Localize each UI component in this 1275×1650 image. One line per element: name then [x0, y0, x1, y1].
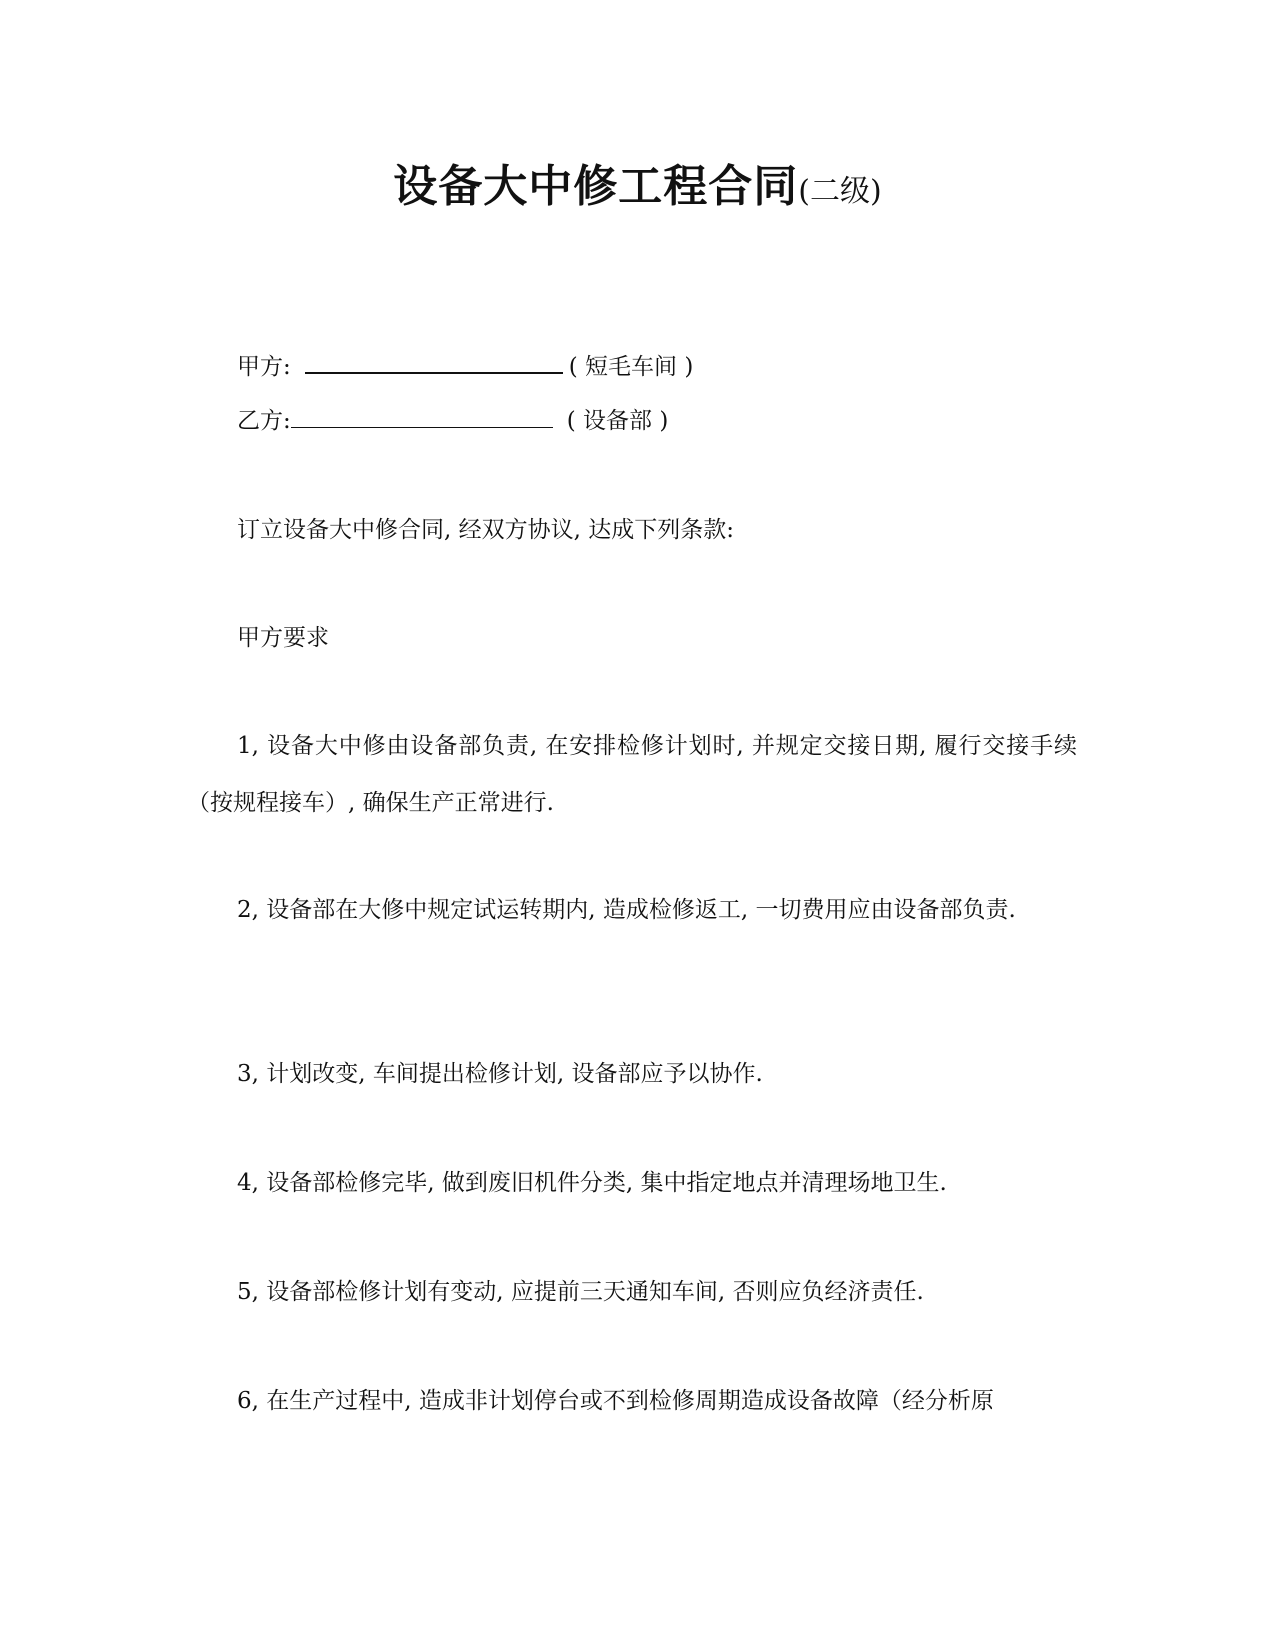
party-b-label: 乙方: — [237, 408, 291, 434]
party-a-note: ( 短毛车间 ) — [568, 354, 694, 380]
party-a-label: 甲方: — [237, 354, 291, 380]
section-heading: 甲方要求 — [237, 625, 329, 651]
clause-2: 2, 设备部在大修中规定试运转期内, 造成检修返工, 一切费用应由设备部负责. — [237, 897, 1016, 923]
clause-3: 3, 计划改变, 车间提出检修计划, 设备部应予以协作. — [237, 1061, 763, 1087]
title-subtitle: (二级) — [798, 174, 882, 209]
party-a-line — [237, 350, 693, 383]
party-b-note: ( 设备部 ) — [566, 408, 669, 434]
party-a-blank — [305, 350, 563, 374]
clause-1: 1, 设备大中修由设备部负责, 在安排检修计划时, 并规定交接日期, 履行交接手续（按规程接车）, 确保生产正常进行. — [187, 733, 1077, 816]
clause-4: 4, 设备部检修完毕, 做到废旧机件分类, 集中指定地点并清理场地卫生. — [237, 1170, 947, 1196]
document-title — [0, 150, 1275, 214]
intro-text: 订立设备大中修合同, 经双方协议, 达成下列条款: — [237, 517, 734, 543]
title-main: 设备大中修工程合同 — [393, 161, 799, 212]
party-b-blank — [291, 405, 553, 428]
clause-6: 6, 在生产过程中, 造成非计划停台或不到检修周期造成设备故障（经分析原 — [237, 1388, 994, 1414]
party-b-line — [237, 405, 668, 437]
clause-5: 5, 设备部检修计划有变动, 应提前三天通知车间, 否则应负经济责任. — [237, 1279, 924, 1305]
